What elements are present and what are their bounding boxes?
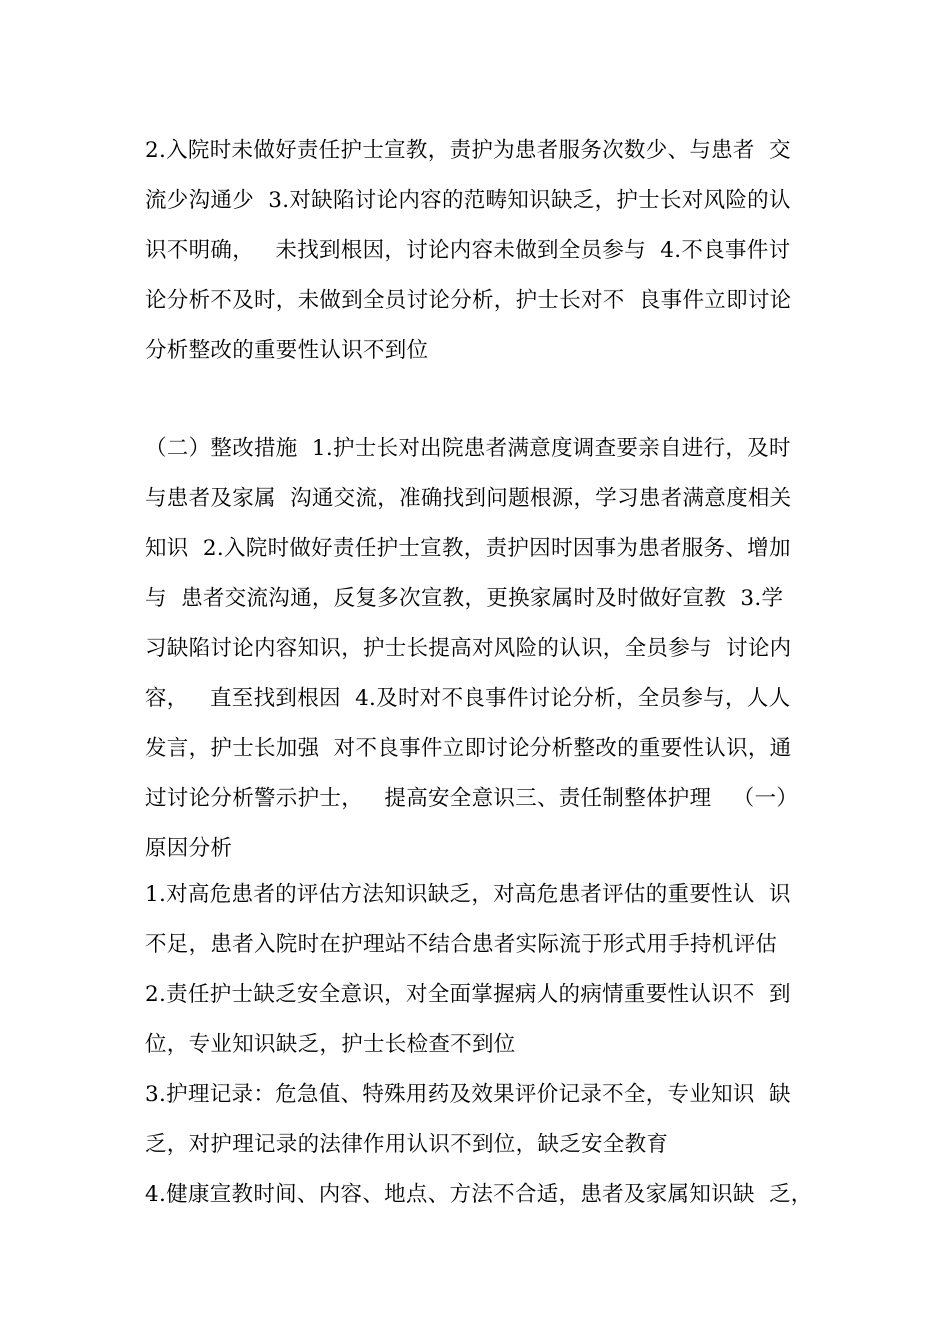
text-line: 识不明确， 未找到根因，讨论内容未做到全员参与 4.不良事件讨 [145,238,791,263]
text-line: 与 患者交流沟通，反复多次宣教，更换家属时及时做好宣教 3.学 [145,586,784,611]
text-line: （二）整改措施 1.护士长对出院患者满意度调查要亲自进行，及时 [145,436,791,461]
text-line: 习缺陷讨论内容知识，护士长提高对风险的认识，全员参与 讨论内 [145,636,792,661]
text-line: 原因分析 [145,836,233,861]
text-line: 知识 2.入院时做好责任护士宣教，责护因时因事为患者服务、增加 [145,536,791,561]
text-line: 流少沟通少 3.对缺陷讨论内容的范畴知识缺乏，护士长对风险的认 [145,188,791,213]
text-line: 不足，患者入院时在护理站不结合患者实际流于形式用手持机评估 [145,932,778,957]
text-line: 乏，对护理记录的法律作用认识不到位，缺乏安全教育 [145,1132,669,1157]
text-line: 发言，护士长加强 对不良事件立即讨论分析整改的重要性认识，通 [145,736,792,761]
text-line: 2.入院时未做好责任护士宣教，责护为患者服务次数少、与患者 交 [145,138,791,163]
text-line: 过讨论分析警示护士， 提高安全意识三、责任制整体护理 （一） [145,786,799,811]
text-line: 3.护理记录：危急值、特殊用药及效果评价记录不全，专业知识 缺 [145,1082,791,1107]
text-line: 2.责任护士缺乏安全意识，对全面掌握病人的病情重要性认识不 到 [145,982,791,1007]
text-line: 容， 直至找到根因 4.及时对不良事件讨论分析，全员参与，人人 [145,686,791,711]
text-line: 与患者及家属 沟通交流，准确找到问题根源，学习患者满意度相关 [145,486,792,511]
text-line: 1.对高危患者的评估方法知识缺乏，对高危患者评估的重要性认 识 [145,882,791,907]
text-line: 分析整改的重要性认识不到位 [145,338,429,363]
text-line: 4.健康宣教时间、内容、地点、方法不合适，患者及家属知识缺 乏， [145,1182,813,1207]
text-line: 论分析不及时，未做到全员讨论分析，护士长对不 良事件立即讨论 [145,288,792,313]
text-line: 位，专业知识缺乏，护士长检查不到位 [145,1032,516,1057]
